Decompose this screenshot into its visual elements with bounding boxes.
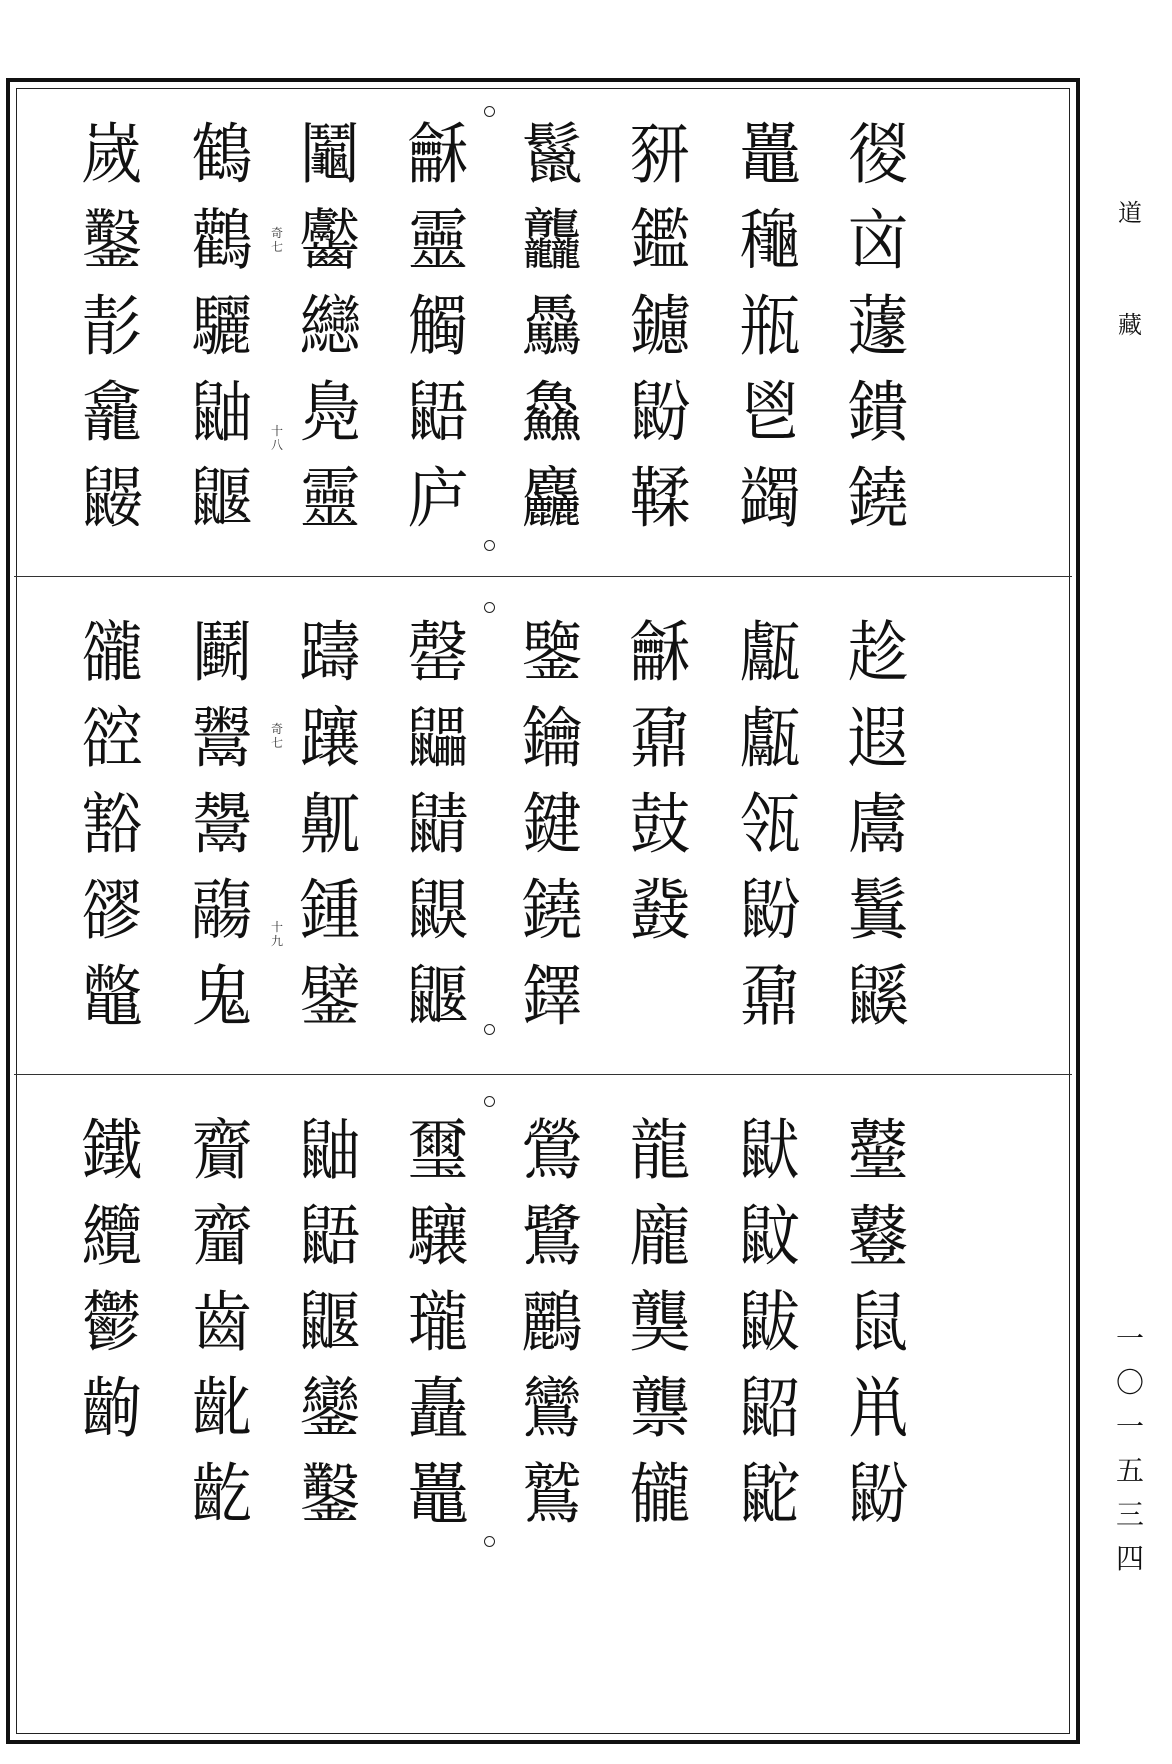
seal-glyph: 鑿 (299, 1456, 361, 1533)
seal-glyph: 鼣 (739, 1112, 801, 1189)
seal-glyph: 鬣 (521, 116, 583, 193)
seal-glyph: 鼧 (739, 1456, 801, 1533)
seal-glyph: 鼴 (299, 1284, 361, 1361)
seal-glyph: 𩇕 (81, 288, 143, 365)
seal-glyph: 龐 (629, 1198, 691, 1275)
page-number-char: 四 (1115, 1544, 1144, 1575)
seal-glyph: 龑 (629, 1284, 691, 1361)
band-divider-2 (14, 1074, 1072, 1075)
margin-title-char: 道 (1118, 201, 1142, 227)
seal-glyph: 鷺 (521, 1198, 583, 1275)
seal-glyph: 㣭 (847, 116, 909, 193)
seal-glyph: 齎 (191, 1112, 253, 1189)
seal-glyph: 蠲 (739, 460, 801, 537)
seal-glyph: 鸛 (191, 202, 253, 279)
seal-glyph: 趁 (847, 614, 909, 691)
seal-column (498, 610, 606, 1040)
seal-glyph: 鼹 (81, 460, 143, 537)
seal-glyph: 豁 (81, 786, 143, 863)
seal-glyph: 鼷 (847, 958, 909, 1035)
seal-glyph: 蘧 (847, 288, 909, 365)
seal-column (58, 610, 166, 1040)
seal-glyph: 鸞 (521, 1370, 583, 1447)
seal-glyph: 罄 (407, 614, 469, 691)
seal-glyph: 觸 (407, 288, 469, 365)
seal-glyph: 鼉 (739, 116, 801, 193)
seal-glyph: 璽 (407, 1112, 469, 1189)
seal-column (606, 610, 714, 1040)
seal-glyph: 鬯 (739, 374, 801, 451)
seal-column (498, 112, 606, 542)
page-number-char: 〇 (1115, 1368, 1144, 1399)
seal-glyph: 豅 (81, 614, 143, 691)
seal-glyph: 纜 (81, 1198, 143, 1275)
seal-column (716, 610, 824, 1040)
page-number-char: 五 (1115, 1456, 1144, 1487)
seal-glyph: 鼢 (847, 1456, 909, 1533)
page-number-char: 一 (1115, 1412, 1144, 1443)
seal-column (276, 112, 384, 542)
seal-glyph: 鞣 (629, 460, 691, 537)
seal-glyph: 鑢 (629, 288, 691, 365)
seal-column (824, 1108, 932, 1538)
seal-glyph: 鸝 (521, 1284, 583, 1361)
seal-glyph: 驫 (521, 288, 583, 365)
seal-column (384, 1108, 492, 1538)
seal-glyph: 鬱 (81, 1284, 143, 1361)
seal-glyph: 鐾 (299, 958, 361, 1035)
seal-glyph: 鼠 (847, 1284, 909, 1361)
seal-glyph: 鬒 (847, 872, 909, 949)
seal-glyph: 靈 (407, 202, 469, 279)
seal-glyph: 鼓 (629, 786, 691, 863)
seal-glyph: 鼿 (299, 786, 361, 863)
seal-glyph: 鼐 (629, 700, 691, 777)
seal-glyph: 鐃 (847, 460, 909, 537)
seal-glyph: 鬬 (191, 614, 253, 691)
seal-column (498, 1108, 606, 1538)
seal-glyph: 瓏 (407, 1284, 469, 1361)
seal-glyph: 龓 (629, 1456, 691, 1533)
seal-glyph: 鼐 (739, 958, 801, 1035)
seal-column (58, 1108, 166, 1538)
page-note: 十九 (270, 920, 283, 948)
seal-column (716, 112, 824, 542)
seal-column (276, 1108, 384, 1538)
seal-glyph: 鼴 (191, 460, 253, 537)
seal-glyph: 鬹 (191, 786, 253, 863)
seal-glyph: 鼯 (299, 1198, 361, 1275)
seal-glyph: 嵗 (81, 116, 143, 193)
seal-column (606, 112, 714, 542)
seal-glyph: 齾 (299, 202, 361, 279)
page-note: 奇七 (270, 722, 283, 750)
seal-glyph: 鳧 (299, 374, 361, 451)
seal-glyph: 鐵 (81, 1112, 143, 1189)
seal-glyph: 鱻 (521, 374, 583, 451)
seal-glyph: 靈 (299, 460, 361, 537)
seal-glyph: 鐀 (847, 374, 909, 451)
seal-glyph: 鼥 (739, 1284, 801, 1361)
seal-glyph: 鼟 (847, 1198, 909, 1275)
seal-glyph: 驤 (407, 1198, 469, 1275)
seal-glyph: 鑿 (81, 202, 143, 279)
band-divider-1 (14, 576, 1072, 577)
seal-glyph: 鬳 (847, 786, 909, 863)
seal-column (384, 112, 492, 542)
seal-glyph: 纞 (299, 288, 361, 365)
seal-column (168, 1108, 276, 1538)
seal-glyph: 龝 (739, 202, 801, 279)
seal-glyph: 庐 (407, 460, 469, 537)
seal-glyph: 鼦 (739, 1370, 801, 1447)
seal-glyph: 龍 (629, 1112, 691, 1189)
seal-glyph: 鶯 (521, 1112, 583, 1189)
seal-glyph: 鑑 (629, 202, 691, 279)
page-note: 十八 (270, 424, 283, 452)
seal-glyph: 鑰 (521, 700, 583, 777)
seal-glyph: 躊 (299, 614, 361, 691)
seal-glyph: 鐃 (521, 872, 583, 949)
seal-glyph: 鍾 (299, 872, 361, 949)
fold-mark-circle (484, 1096, 495, 1107)
seal-glyph: 龢 (407, 116, 469, 193)
seal-glyph: 龘 (521, 202, 583, 279)
seal-glyph: 矗 (407, 1370, 469, 1447)
seal-glyph: 鼢 (629, 374, 691, 451)
seal-column (384, 610, 492, 1040)
seal-column (276, 610, 384, 1040)
seal-glyph: 鼯 (407, 374, 469, 451)
seal-glyph: 龢 (629, 614, 691, 691)
seal-glyph: 鼤 (739, 1198, 801, 1275)
seal-column (824, 112, 932, 542)
seal-glyph: 鼡 (847, 1370, 909, 1447)
page-note: 奇七 (270, 226, 283, 254)
seal-glyph: 鐸 (521, 958, 583, 1035)
seal-glyph: 遐 (847, 700, 909, 777)
seal-glyph: 甗 (739, 700, 801, 777)
seal-glyph: 鬼 (191, 958, 253, 1035)
seal-glyph: 鬻 (191, 700, 253, 777)
seal-glyph: 瓶 (739, 288, 801, 365)
seal-glyph: 龕 (81, 374, 143, 451)
seal-glyph: 躟 (299, 700, 361, 777)
seal-glyph: 齕 (191, 1456, 253, 1533)
seal-column (168, 112, 276, 542)
page-number-char: 三 (1115, 1500, 1144, 1531)
seal-glyph: 鍵 (521, 786, 583, 863)
seal-glyph: 鼺 (407, 700, 469, 777)
seal-glyph: 鬮 (299, 116, 361, 193)
seal-glyph: 鼉 (407, 1456, 469, 1533)
seal-glyph: 鼈 (81, 958, 143, 1035)
seal-column (168, 610, 276, 1040)
seal-glyph: 谾 (81, 700, 143, 777)
seal-glyph: 驪 (191, 288, 253, 365)
seal-glyph: 鑒 (521, 614, 583, 691)
seal-glyph: 甗 (739, 614, 801, 691)
seal-glyph: 齒 (191, 1284, 253, 1361)
seal-glyph: 鼞 (847, 1112, 909, 1189)
seal-glyph: 鶴 (191, 116, 253, 193)
seal-glyph: 鼬 (299, 1112, 361, 1189)
seal-glyph: 鼱 (407, 786, 469, 863)
seal-column (606, 1108, 714, 1538)
seal-glyph: 鷲 (521, 1456, 583, 1533)
seal-glyph: 豜 (629, 116, 691, 193)
page-number (1110, 1318, 1150, 1582)
seal-column (58, 112, 166, 542)
seal-glyph: 瓴 (739, 786, 801, 863)
seal-glyph: 麤 (521, 460, 583, 537)
seal-glyph: 鼳 (407, 872, 469, 949)
seal-glyph: 鬺 (191, 872, 253, 949)
margin-title-char: 藏 (1118, 313, 1142, 339)
seal-glyph: 龒 (629, 1370, 691, 1447)
seal-glyph: 鼗 (629, 872, 691, 949)
seal-column (824, 610, 932, 1040)
seal-glyph: 豂 (81, 872, 143, 949)
seal-glyph: 鼢 (739, 872, 801, 949)
page-number-char: 一 (1115, 1324, 1144, 1355)
seal-glyph: 鼬 (191, 374, 253, 451)
seal-glyph: 齔 (191, 1370, 253, 1447)
seal-column (716, 1108, 824, 1538)
seal-glyph: 鼴 (407, 958, 469, 1035)
seal-glyph: 㐫 (847, 202, 909, 279)
seal-glyph: 鑾 (299, 1370, 361, 1447)
seal-glyph: 齣 (81, 1370, 143, 1447)
seal-glyph: 齏 (191, 1198, 253, 1275)
